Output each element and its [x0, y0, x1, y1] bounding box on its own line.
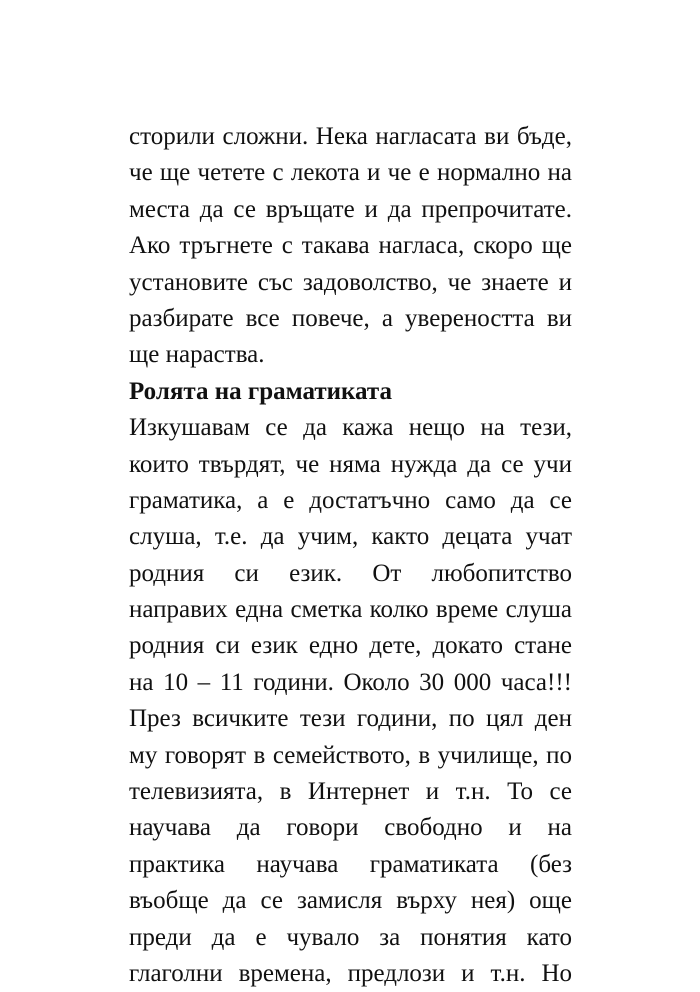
- text-line: родния си език едно дете, докато стане: [129, 632, 572, 660]
- text-line: Ако тръгнете с такава нагласа, скоро ще: [129, 232, 572, 260]
- section-heading: Ролята на граматиката: [129, 377, 392, 405]
- page-text: [129, 119, 572, 992]
- text-line: ще нараства.: [129, 341, 265, 369]
- text-line: глаголни времена, предлози и т.н. Но: [129, 959, 572, 987]
- text-line: граматика, а е достатъчно само да се: [129, 486, 572, 514]
- text-line: сторили сложни. Нека нагласата ви бъде,: [129, 123, 572, 150]
- text-line: родния си език. От любопитство: [129, 559, 572, 587]
- text-line: въобще да се замисля върху нея) още: [129, 887, 572, 915]
- text-line: практика научава граматиката (без: [129, 850, 572, 878]
- text-line: направих една сметка колко време слуша: [129, 596, 572, 624]
- text-line: които твърдят, че няма нужда да се учи: [129, 450, 572, 478]
- text-line: През всичките тези години, по цял ден: [129, 705, 572, 733]
- text-line: му говорят в семейството, в училище, по: [129, 741, 572, 769]
- text-line: на 10 – 11 години. Около 30 000 часа!!!: [129, 668, 572, 696]
- paragraph-intro: [129, 119, 572, 374]
- text-line: Изкушавам се да кажа нещо на тези,: [129, 414, 572, 442]
- text-line: че ще четете с лекота и че е нормално на: [129, 159, 572, 187]
- text-line: установите със задоволство, че знаете и: [129, 268, 572, 296]
- paragraph-grammar: [129, 410, 572, 992]
- text-line: научава да говори свободно и на: [129, 814, 572, 842]
- text-line: слуша, т.е. да учим, както децата учат: [129, 523, 572, 551]
- text-line: преди да е чувало за понятия като: [129, 923, 572, 951]
- text-line: разбирате все повече, а увереността ви: [129, 304, 572, 332]
- text-line: телевизията, в Интернет и т.н. То се: [129, 778, 572, 806]
- text-line: места да се връщате и да препрочитате.: [129, 195, 572, 223]
